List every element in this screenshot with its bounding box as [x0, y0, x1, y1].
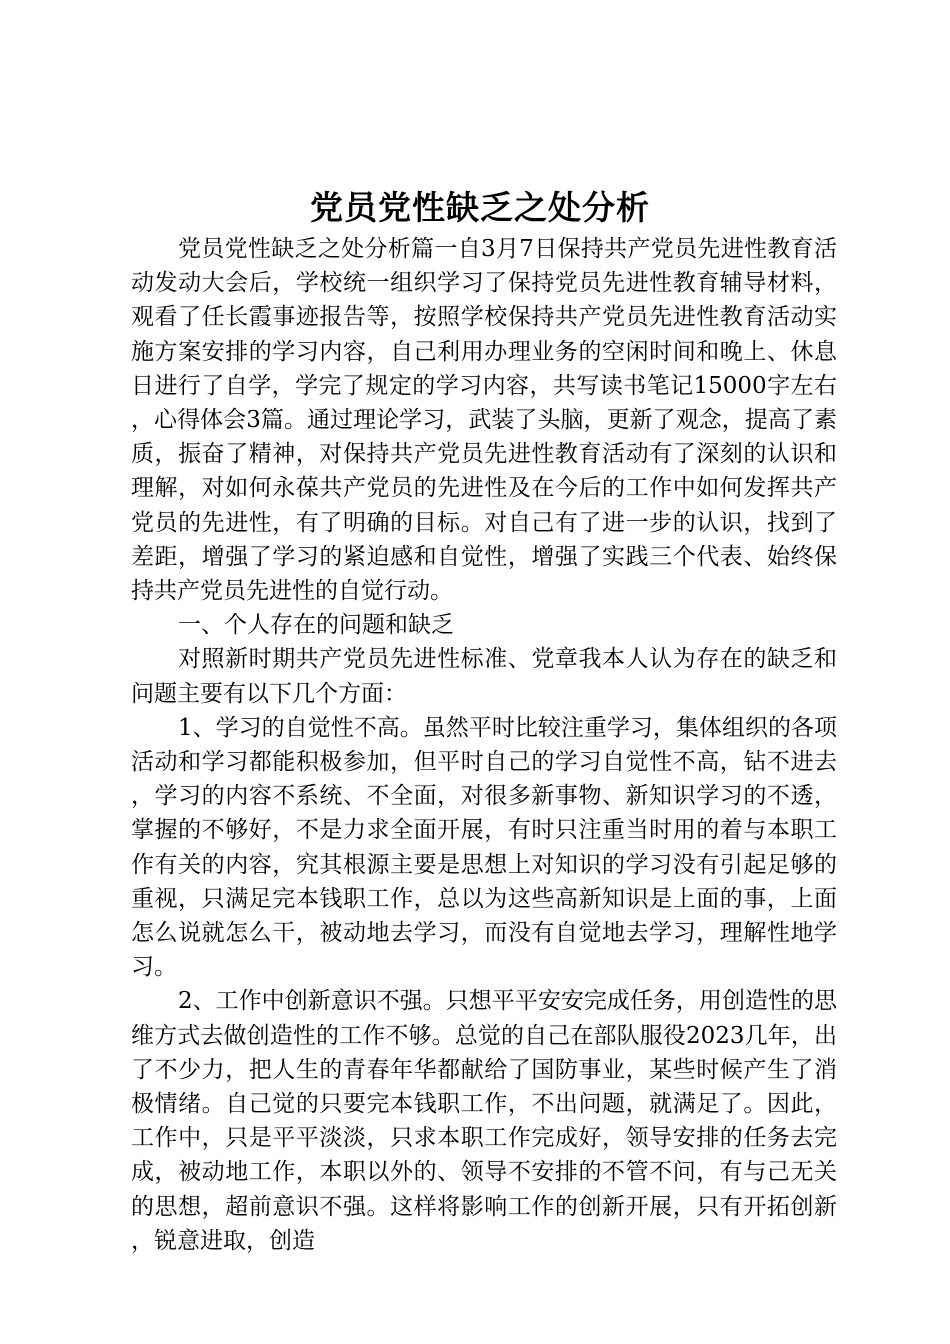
paragraph-point-1: 1、学习的自觉性不高。虽然平时比较注重学习，集体组织的各项活动和学习都能积极参加，但平时自己的学习自觉性不高，钻不进去，学习的内容不系统、不全面，对很多新事物、新知识学习的不透，掌握的不够好，不是力求全面开展，有时只注重当时用的着与本职工作有关的内容，究其根源主要是思想上对知识的学习没有引起足够的重视，只满足完本钱职工作，总以为这些高新知识是上面的事，上面怎么说就怎么干，被动地去学习，而没有自觉地去学习，理解性地学习。 [131, 714, 837, 981]
section-heading-problems: 一、个人存在的问题和缺乏 [178, 612, 454, 639]
document-title: 党员党性缺乏之处分析 [310, 188, 650, 227]
paragraph-overview: 对照新时期共产党员先进性标准、党章我本人认为存在的缺乏和问题主要有以下几个方面： [131, 646, 837, 707]
paragraph-intro: 党员党性缺乏之处分析篇一自3月7日保持共产党员先进性教育活动发动大会后，学校统一组织学习了保持党员先进性教育辅导材料，观看了任长霞事迹报告等，按照学校保持共产党员先进性教育活动实施方案安排的学习内容，自己利用办理业务的空闲时间和晚上、休息日进行了自学，学完了规定的学习内容，共写读书笔记15000字左右，心得体会3篇。通过理论学习，武装了头脑，更新了观念，提高了素质，振奋了精神，对保持共产党员先进性教育活动有了深刻的认识和理解，对如何永葆共产党员的先进性及在今后的工作中如何发挥共产党员的先进性，有了明确的目标。对自己有了进一步的认识，找到了差距，增强了学习的紧迫感和自觉性，增强了实践三个代表、始终保持共产党员先进性的自觉行动。 [131, 236, 837, 605]
paragraph-point-2: 2、工作中创新意识不强。只想平平安安完成任务，用创造性的思维方式去做创造性的工作不够。总觉的自己在部队服役2023几年，出了不少力，把人生的青春年华都献给了国防事业，某些时候产生了消极情绪。自己觉的只要完本钱职工作，不出问题，就满足了。因此，工作中，只是平平淡淡，只求本职工作完成好，领导安排的任务去完成，被动地工作，本职以外的、领导不安排的不管不问，有与己无关的思想，超前意识不强。这样将影响工作的创新开展，只有开拓创新，锐意进取，创造 [131, 988, 837, 1254]
document-body [131, 232, 837, 1258]
